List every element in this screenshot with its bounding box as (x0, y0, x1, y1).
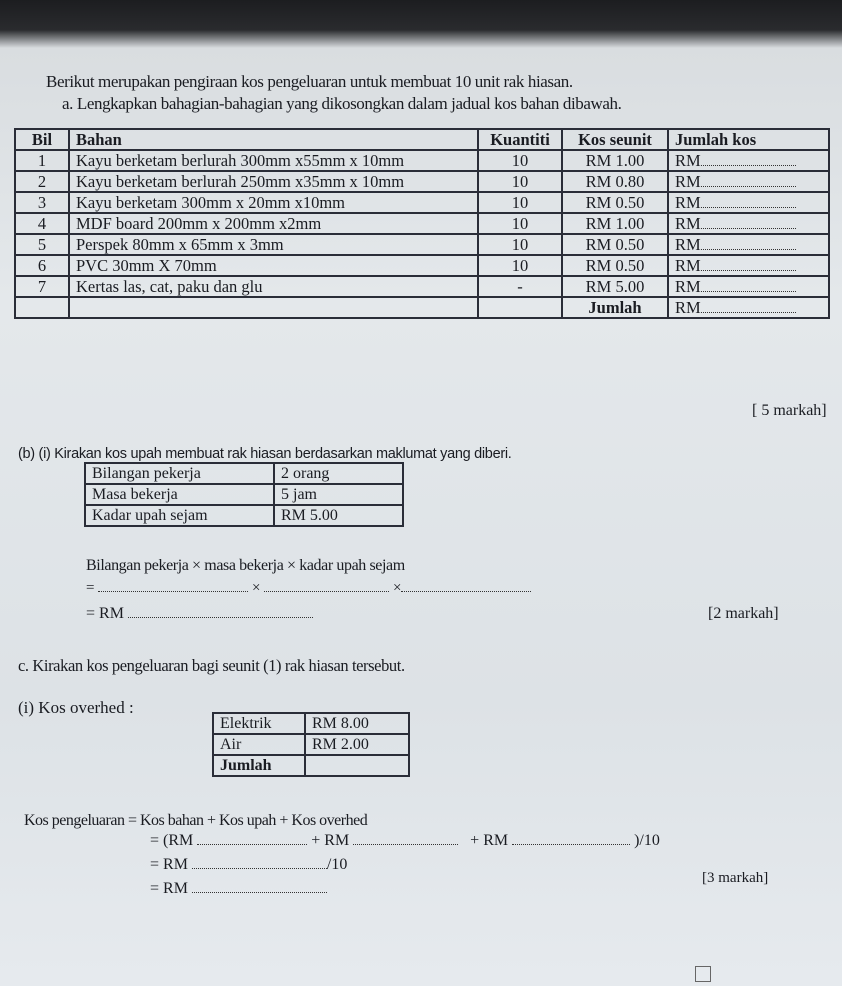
value-cell (305, 755, 409, 776)
jumlah-kos-cell-text: RM (675, 172, 701, 191)
jumlah-kos-cell-text: RM (675, 235, 701, 254)
jumlah-kos-cell-text: RM (675, 298, 701, 317)
blank-hours[interactable] (264, 591, 389, 592)
answer-blank[interactable] (701, 228, 796, 229)
kuantiti-cell-text: - (517, 277, 523, 296)
table-row (15, 234, 829, 255)
bahan-cell-text: Kayu berketam berlurah 300mm x55mm x 10mm (76, 151, 405, 170)
equals: = (86, 580, 95, 596)
table-row (85, 463, 403, 484)
kuantiti-cell-text: 10 (511, 172, 529, 191)
table-row (85, 505, 403, 526)
kuantiti-cell-text: 10 (511, 235, 529, 254)
kos-seunit-cell (562, 213, 668, 234)
jumlah-kos-cell-text: RM (675, 151, 701, 170)
production-line-3 (150, 880, 327, 898)
bil-cell (15, 234, 69, 255)
labour-line-2 (86, 605, 313, 623)
label-cell: Air (213, 734, 305, 755)
jumlah-kos-cell-text: RM (675, 214, 701, 233)
label-cell: Elektrik (213, 713, 305, 734)
answer-blank[interactable] (701, 312, 796, 313)
kuantiti-cell (478, 150, 562, 171)
marks-a: [ 5 markah] (752, 402, 827, 419)
kuantiti-cell (478, 192, 562, 213)
answer-blank[interactable] (701, 186, 796, 187)
table-row (15, 192, 829, 213)
kuantiti-cell (478, 213, 562, 234)
jumlah-kos-cell[interactable] (668, 150, 829, 171)
jumlah-kos-cell[interactable] (668, 297, 829, 318)
table-row (85, 484, 403, 505)
divide-10: /10 (326, 856, 348, 873)
production-line-2 (150, 856, 347, 874)
jumlah-kos-cell-text: RM (675, 193, 701, 212)
bahan-cell-text: Kertas las, cat, paku dan glu (76, 277, 263, 296)
kos-seunit-cell (562, 297, 668, 318)
bahan-cell (69, 234, 478, 255)
bahan-cell-text: Kayu berketam 300mm x 20mm x10mm (76, 193, 346, 212)
equals-rm: = RM (150, 856, 188, 873)
bahan-cell (69, 255, 478, 276)
kuantiti-cell-text: 10 (511, 151, 529, 170)
bahan-cell (69, 297, 478, 318)
jumlah-kos-cell[interactable] (668, 234, 829, 255)
kuantiti-cell (478, 234, 562, 255)
value-cell: RM 2.00 (305, 734, 409, 755)
kos-seunit-cell (562, 234, 668, 255)
equals-rm: = RM (86, 605, 124, 622)
bahan-cell-text: Perspek 80mm x 65mm x 3mm (76, 235, 284, 254)
bil-cell (15, 192, 69, 213)
bil-cell (15, 213, 69, 234)
table-row (15, 255, 829, 276)
jumlah-kos-cell[interactable] (668, 213, 829, 234)
blank-total[interactable] (192, 868, 327, 869)
production-line-1 (150, 832, 660, 850)
header-jumlah-kos: Jumlah kos (668, 129, 829, 150)
bil-cell-text: 1 (37, 151, 47, 170)
bil-cell-text: 3 (37, 193, 47, 212)
kos-seunit-cell-text: RM 1.00 (585, 214, 645, 233)
label-cell: Bilangan pekerja (85, 463, 274, 484)
bahan-cell-text: Kayu berketam berlurah 250mm x35mm x 10mm (76, 172, 405, 191)
bahan-cell (69, 192, 478, 213)
kuantiti-cell (478, 171, 562, 192)
table-row (213, 713, 409, 734)
kuantiti-cell (478, 255, 562, 276)
close-divide: )/10 (634, 832, 660, 849)
kuantiti-cell-text: 10 (511, 214, 529, 233)
open-rm: = (RM (150, 832, 194, 849)
kos-seunit-cell-text: RM 0.50 (585, 235, 645, 254)
material-cost-table (14, 128, 830, 319)
blank-per-unit[interactable] (192, 892, 327, 893)
kos-seunit-cell-text: RM 0.50 (585, 193, 645, 212)
table-row (15, 276, 829, 297)
kos-seunit-cell-text: Jumlah (588, 298, 642, 317)
labour-line-1 (86, 580, 531, 597)
blank-labour-total[interactable] (128, 617, 313, 618)
header-bahan: Bahan (69, 129, 478, 150)
kuantiti-cell (478, 276, 562, 297)
answer-blank[interactable] (701, 207, 796, 208)
bahan-cell (69, 150, 478, 171)
bil-cell (15, 150, 69, 171)
labour-formula: Bilangan pekerja × masa bekerja × kadar upah sejam (86, 557, 405, 574)
answer-blank[interactable] (701, 249, 796, 250)
kos-seunit-cell (562, 150, 668, 171)
bahan-cell-text: PVC 30mm X 70mm (76, 256, 217, 275)
bil-cell (15, 297, 69, 318)
header-bil: Bil (15, 129, 69, 150)
intro-text: Berikut merupakan pengiraan kos pengeluaran untuk membuat 10 unit rak hiasan. (46, 72, 573, 91)
bahan-cell-text: MDF board 200mm x 200mm x2mm (76, 214, 322, 233)
header-kos-seunit: Kos seunit (562, 129, 668, 150)
table-row (213, 755, 409, 776)
jumlah-kos-cell[interactable] (668, 192, 829, 213)
jumlah-kos-cell[interactable] (668, 276, 829, 297)
jumlah-kos-cell-text: RM (675, 277, 701, 296)
kos-seunit-cell-text: RM 0.80 (585, 172, 645, 191)
plus-rm: + RM (311, 832, 350, 849)
jumlah-kos-cell[interactable] (668, 171, 829, 192)
label-cell: Kadar upah sejam (85, 505, 274, 526)
blank-kos-upah[interactable] (353, 844, 458, 845)
bil-cell (15, 171, 69, 192)
value-cell: 5 jam (274, 484, 403, 505)
production-formula: Kos pengeluaran = Kos bahan + Kos upah + Kos overhed (24, 812, 368, 829)
kos-seunit-cell (562, 171, 668, 192)
jumlah-kos-cell-text: RM (675, 256, 701, 275)
value-cell: RM 5.00 (274, 505, 403, 526)
jumlah-kos-cell[interactable] (668, 255, 829, 276)
bil-cell-text: 2 (37, 172, 47, 191)
table-row (15, 150, 829, 171)
bil-cell-text: 5 (37, 235, 47, 254)
checkbox-icon (695, 966, 711, 982)
equals-rm: = RM (150, 880, 188, 897)
kuantiti-cell-text: 10 (511, 193, 529, 212)
overhead-title: (i) Kos overhed : (18, 698, 134, 717)
marks-b: [2 markah] (708, 605, 779, 622)
header-kuantiti: Kuantiti (478, 129, 562, 150)
labour-table (84, 462, 404, 527)
part-c-instruction: c. Kirakan kos pengeluaran bagi seunit (1) rak hiasan tersebut. (18, 656, 405, 675)
table-header-row (15, 129, 829, 150)
value-cell: 2 orang (274, 463, 403, 484)
times: × (392, 580, 402, 596)
kos-seunit-cell-text: RM 1.00 (585, 151, 645, 170)
table-row (15, 297, 829, 318)
kuantiti-cell (478, 297, 562, 318)
blank-kos-overhed[interactable] (512, 844, 630, 845)
blank-workers[interactable] (98, 591, 248, 592)
overhead-table (212, 712, 410, 777)
part-a-instruction: a. Lengkapkan bahagian-bahagian yang dikosongkan dalam jadual kos bahan dibawah. (62, 94, 622, 113)
answer-blank[interactable] (701, 270, 796, 271)
kuantiti-cell-text: 10 (511, 256, 529, 275)
kos-seunit-cell-text: RM 0.50 (585, 256, 645, 275)
bil-cell (15, 255, 69, 276)
bahan-cell (69, 171, 478, 192)
bil-cell-text: 7 (37, 277, 47, 296)
table-row (15, 171, 829, 192)
table-row (15, 213, 829, 234)
bil-cell-text: 6 (37, 256, 47, 275)
part-b-instruction: (b) (i) Kirakan kos upah membuat rak hiasan berdasarkan maklumat yang diberi. (18, 446, 512, 462)
label-cell: Jumlah (213, 755, 305, 776)
value-cell: RM 8.00 (305, 713, 409, 734)
bahan-cell (69, 276, 478, 297)
kos-seunit-cell (562, 276, 668, 297)
kos-seunit-cell-text: RM 5.00 (585, 277, 645, 296)
table-row (213, 734, 409, 755)
times: × (251, 580, 261, 596)
blank-kos-bahan[interactable] (197, 844, 307, 845)
blank-rate[interactable] (401, 591, 531, 592)
label-cell: Masa bekerja (85, 484, 274, 505)
answer-blank[interactable] (701, 165, 796, 166)
bahan-cell (69, 213, 478, 234)
bil-cell-text: 4 (37, 214, 47, 233)
plus-rm: + RM (470, 832, 509, 849)
answer-blank[interactable] (701, 291, 796, 292)
bil-cell (15, 276, 69, 297)
marks-c: [3 markah] (702, 870, 769, 886)
kos-seunit-cell (562, 255, 668, 276)
kos-seunit-cell (562, 192, 668, 213)
